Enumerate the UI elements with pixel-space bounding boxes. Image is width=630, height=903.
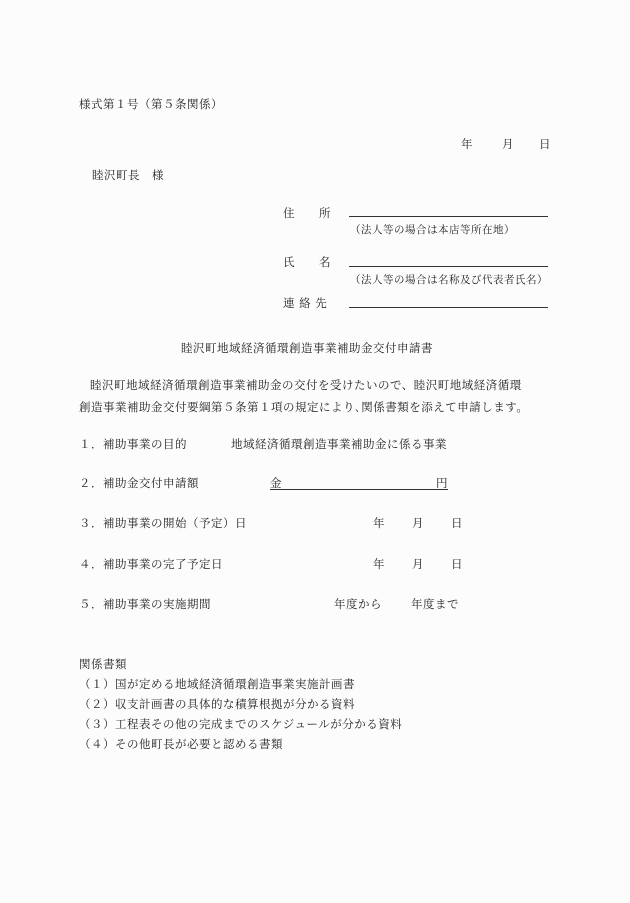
item-amount-label: ２．補助金交付申請額: [79, 476, 199, 490]
address-label: 住 所: [283, 206, 331, 220]
address-note: （法人等の場合は本店等所在地）: [350, 224, 515, 236]
start-year-label: 年: [373, 516, 385, 530]
date-month-label: 月: [502, 137, 514, 151]
item-start-label: ３．補助事業の開始（予定）日: [79, 516, 247, 530]
attachment-item: （３）工程表その他の完成までのスケジュールが分かる資料: [79, 717, 403, 731]
start-month-label: 月: [412, 516, 424, 530]
amount-suffix: 円: [436, 476, 448, 490]
document-title: 睦沢町地域経済循環創造事業補助金交付申請書: [181, 341, 433, 355]
period-from-label: 年度から: [334, 597, 382, 611]
end-day-label: 日: [451, 557, 463, 571]
item-purpose-label: １．補助事業の目的: [79, 437, 187, 451]
end-year-label: 年: [373, 557, 385, 571]
item-period-label: ５．補助事業の実施期間: [79, 597, 211, 611]
contact-label: 連 絡 先: [283, 296, 328, 310]
end-month-label: 月: [412, 557, 424, 571]
form-number: 様式第１号（第５条関係）: [79, 97, 223, 111]
amount-prefix: 金: [270, 476, 282, 490]
period-to-label: 年度まで: [411, 597, 459, 611]
body-line-1: 睦沢町地域経済循環創造事業補助金の交付を受けたいので、睦沢町地域経済循環: [90, 378, 522, 392]
attachment-item: （２）収支計画書の具体的な積算根拠が分かる資料: [79, 697, 355, 711]
address-underline: [349, 216, 548, 217]
date-day-label: 日: [539, 137, 551, 151]
contact-underline: [349, 307, 548, 308]
item-end-label: ４．補助事業の完了予定日: [79, 557, 223, 571]
name-note: （法人等の場合は名称及び代表者氏名）: [350, 274, 548, 286]
start-day-label: 日: [451, 516, 463, 530]
attachments-heading: 関係書類: [79, 657, 127, 671]
attachment-item: （４）その他町長が必要と認める書類: [79, 737, 283, 751]
body-line-2: 創造事業補助金交付要綱第５条第１項の規定により､関係書類を添えて申請します。: [79, 400, 529, 414]
item-purpose-value: 地域経済循環創造事業補助金に係る事業: [231, 437, 447, 451]
date-year-label: 年: [461, 137, 473, 151]
addressee: 睦沢町長 様: [92, 168, 164, 182]
name-label: 氏 名: [283, 255, 331, 269]
attachment-item: （１）国が定める地域経済循環創造事業実施計画書: [79, 677, 355, 691]
amount-underline: [270, 489, 448, 490]
name-underline: [349, 266, 548, 267]
